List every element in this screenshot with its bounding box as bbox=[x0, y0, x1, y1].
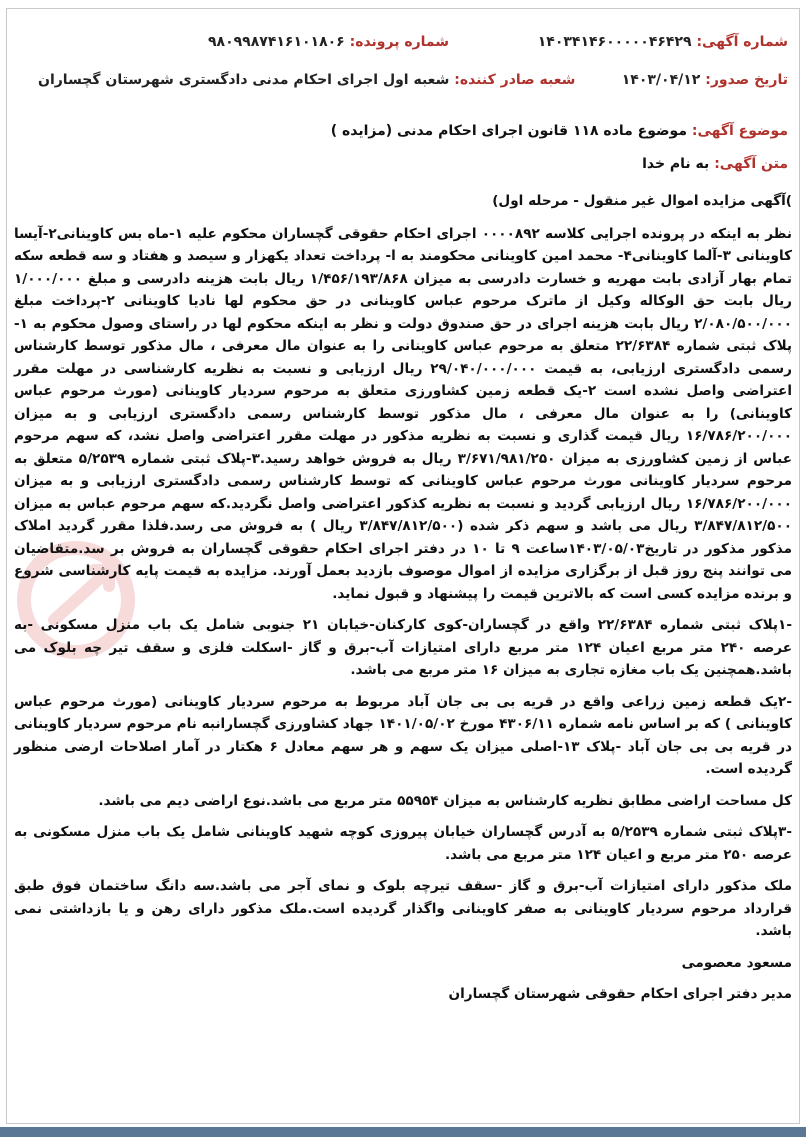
content-heading: )آگهی مزایده اموال غیر منقول - مرحله اول) bbox=[492, 193, 792, 209]
issuer-label: شعبه صادر کننده: bbox=[454, 72, 576, 88]
case-number: ۹۸۰۹۹۸۷۴۱۶۱۰۱۸۰۶ bbox=[208, 34, 345, 50]
content-paragraph: -۳پلاک ثبتی شماره ۵/۲۵۳۹ به آدرس گچساران خیابان پیروزی کوچه شهید کاوینانی شامل یک باب منزل مسکونی به عرصه ۲۵۰ متر مربع و اعیان ۱۲۴ متر مربع می باشد. bbox=[14, 824, 792, 863]
content-paragraph: کل مساحت اراضی مطابق نظریه کارشناس به میزان ۵۵۹۵۴ متر مربع می باشد.نوع اراضی دیم می باشد. bbox=[98, 792, 792, 809]
content-paragraph: -۲یک قطعه زمین زراعی واقع در قریه بی بی جان آباد مربوط به مرحوم سردیار کاوینانی (مورث مرحوم عباس کاوینانی ) که بر اساس نامه شماره ۴۳۰۶/۱۱ مورخ ۱۴۰۱/۰۵/۰۲ جهاد کشاورزی گچسارانبه نام مرحوم سردیار کاوینانی در قریه بی بی جان آباد -پلاک ۱۳-اصلی میزان یک سهم و هر سهم معادل ۶ هکتار در آمار اصلاحات ارضی منظور گردیده است. bbox=[14, 693, 793, 777]
ad-number-label: شماره آگهی: bbox=[696, 34, 788, 50]
signer-title: مدیر دفتر اجرای احکام حقوقی شهرستان گچساران bbox=[448, 986, 792, 1002]
case-number-label: شماره پرونده: bbox=[349, 34, 450, 50]
body-label-line bbox=[642, 156, 788, 172]
ad-number: ۱۴۰۳۴۱۴۶۰۰۰۰۰۴۶۴۲۹ bbox=[537, 34, 692, 50]
content-paragraph: ملک مذکور دارای امتیازات آب-برق و گاز -سقف تیرچه بلوک و نمای آجر می باشد.سه دانگ ساختمان فوق طبق قرارداد مرحوم سردیار کاوینانی به صفر کاوینانی واگذار گردیده است.ملک مذکور دارای رهن و یا بازداشتی نمی باشد. bbox=[14, 878, 792, 939]
signer-name: مسعود معصومی bbox=[681, 954, 792, 971]
subject-text: موضوع ماده ۱۱۸ قانون اجرای احکام مدنی (مزایده ) bbox=[330, 123, 687, 139]
body-label: متن آگهی: bbox=[714, 156, 788, 172]
header-row-date-issuer bbox=[18, 72, 788, 98]
bismillah-text: به نام خدا bbox=[642, 156, 710, 172]
issue-date: ۱۴۰۳/۰۴/۱۲ bbox=[621, 72, 701, 88]
subject-line bbox=[331, 123, 788, 139]
content-paragraph: نظر به اینکه در پرونده اجرایی کلاسه ۰۰۰۰۸۹۲ اجرای احکام حقوقی گچساران محکوم علیه ۱-ماه بس کاوینانی۲-آیسا کاوینانی ۳-آلما کاوینانی۴- محمد امین کاوینانی محکومند به ا- پرداخت تعداد یکهزار و سیصد و هفتاد و سه قطعه سکه تمام بهار آزادی بابت مهریه و خسارت دادرسی به میزان ۱/۴۵۶/۱۹۳/۸۶۸ ریال بابت هزینه دادرسی و مبلغ ۱/۰۰۰/۰۰۰ ریال بابت حق الوکاله وکیل از ماترک مرحوم عباس کاوینانی در حق محکوم لها نادیا کاوینانی ۲-پرداخت مبلغ ۲/۰۸۰/۵۰۰/۰۰۰ ریال بابت هزینه اجرای در حق صندوق دولت و نظر به اینکه محکوم لها در راستای وصول محکوم به ۱-پلاک ثبتی شماره ۲۲/۶۳۸۴ متعلق به مرحوم عباس کاوینانی را به عنوان مال معرفی ، مال مذکور توسط کارشناس رسمی دادگستری ارزیابی، به قیمت ۲۹/۰۴۰/۰۰۰/۰۰۰ ریال ارزیابی و نسبت به نظریه کارشناسی در مهلت مقرر اعتراضی واصل نشده است ۲-یک قطعه زمین کشاورزی متعلق به مرحوم سردیار کاوینانی (مورث مرحوم عباس کاوینانی) را به عنوان مال معرفی ، مال مذکور توسط کارشناس رسمی دادگستری ارزیابی و به میزان ۱۶/۷۸۶/۲۰۰/۰۰۰ ریال قیمت گذاری و نسبت به نظریه مذکور در مهلت مقرر اعتراضی واصل نشد، که سهم مرحوم عباس از زمین کشاورزی به میزان ۳/۶۷۱/۹۸۱/۲۵۰ ریال به فروش خواهد رسید.۳-پلاک ثبتی شماره ۵/۲۵۳۹ متعلق به مرحوم سردیار کاوینانی مورث مرحوم عباس کاوینانی که توسط کارشناس رسمی دادگستری ارزیابی و به میزان ۱۶/۷۸۶/۲۰۰/۰۰۰ ریال ارزیابی گردید و نسبت به نظریه کذکور اعتراضی واصل نگردید.که سهم مرحوم عباس به میزان ۳/۸۴۷/۸۱۲/۵۰۰ ریال می باشد و سهم ذکر شده (۳/۸۴۷/۸۱۲/۵۰۰ ریال ) به فروش می رسد.فلذا مقرر گردید املاک مذکور مذکور در تاریخ۱۴۰۳/۰۵/۰۳ساعت ۹ تا ۱۰ در دفتر اجرای احکام حقوقی گچساران به فروش بر سد.متقاضیان می توانند پنج روز قبل از برگزاری مزایده از اموال موصوف بازدید بعمل آورند. مزایده به قیمت پایه کارشناسی شروع و برنده مزایده کسی است که بالاترین قیمت را پیشنهاد و قبول نماید. bbox=[14, 225, 793, 602]
issuer-group bbox=[38, 72, 575, 88]
issue-date-group bbox=[622, 72, 788, 88]
case-number-group bbox=[208, 34, 449, 50]
content-paragraph: -۱پلاک ثبتی شماره ۲۲/۶۳۸۴ واقع در گچساران-کوی کارکنان-خیابان ۲۱ جنوبی شامل یک باب منزل مسکونی -به عرصه ۲۴۰ متر مربع اعیان ۱۲۴ متر مربع دارای امتیازات آب-برق و گاز -اسکلت فلزی و سقف تیر چه بلوک می باشد.همچنین یک باب مغازه تجاری به میزان ۱۶ متر مربع می باشد. bbox=[14, 617, 792, 678]
subject-label: موضوع آگهی: bbox=[691, 123, 788, 139]
ad-number-group bbox=[538, 34, 788, 50]
ad-content bbox=[14, 190, 792, 1015]
issuer: شعبه اول اجرای احکام مدنی دادگستری شهرستان گچساران bbox=[38, 72, 450, 88]
issue-date-label: تاریخ صدور: bbox=[705, 72, 788, 88]
bottom-bar bbox=[0, 1127, 806, 1137]
header-row-numbers bbox=[18, 34, 788, 60]
